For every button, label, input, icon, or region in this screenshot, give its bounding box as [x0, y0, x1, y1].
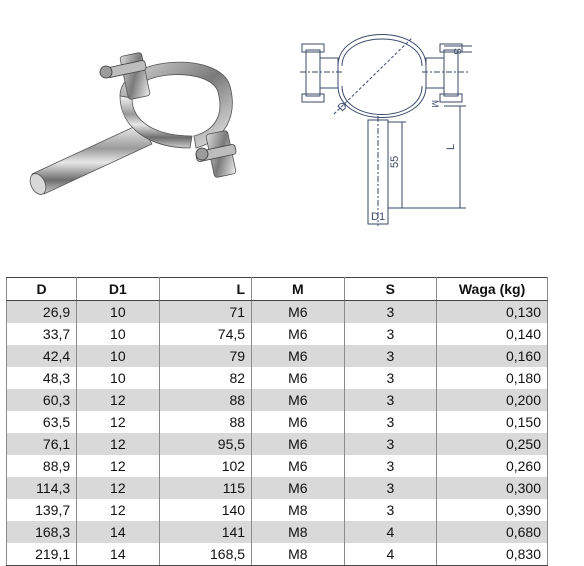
cell-m: M8 [252, 521, 345, 543]
cell-s: 3 [344, 411, 437, 433]
cell-weight: 0,130 [437, 301, 548, 324]
cell-m: M6 [252, 367, 345, 389]
table-row [7, 301, 548, 324]
cell-d1: 12 [77, 499, 159, 521]
cell-d1: 12 [77, 433, 159, 455]
cell-d: 76,1 [7, 433, 77, 455]
cell-l: 88 [159, 411, 252, 433]
cell-d1: 14 [77, 543, 159, 566]
cell-d: 42,4 [7, 345, 77, 367]
product-photo [20, 36, 260, 206]
cell-s: 4 [344, 521, 437, 543]
cell-l: 82 [159, 367, 252, 389]
cell-d: 26,9 [7, 301, 77, 324]
header-s: S [344, 278, 437, 301]
cell-weight: 0,830 [437, 543, 548, 566]
table-row [7, 433, 548, 455]
table-row [7, 411, 548, 433]
table-row [7, 367, 548, 389]
cell-d1: 12 [77, 455, 159, 477]
specifications-table [6, 277, 548, 566]
cell-d1: 10 [77, 345, 159, 367]
cell-l: 141 [159, 521, 252, 543]
cell-s: 3 [344, 499, 437, 521]
cell-m: M6 [252, 477, 345, 499]
header-d1: D1 [77, 278, 159, 301]
cell-d1: 14 [77, 521, 159, 543]
cell-m: M6 [252, 323, 345, 345]
cell-d: 63,5 [7, 411, 77, 433]
cell-m: M6 [252, 411, 345, 433]
cell-d: 219,1 [7, 543, 77, 566]
table-row [7, 323, 548, 345]
cell-d: 114,3 [7, 477, 77, 499]
table-row [7, 499, 548, 521]
cell-l: 140 [159, 499, 252, 521]
cell-m: M6 [252, 455, 345, 477]
cell-l: 71 [159, 301, 252, 324]
cell-d: 48,3 [7, 367, 77, 389]
cell-weight: 0,300 [437, 477, 548, 499]
cell-l: 79 [159, 345, 252, 367]
cell-m: M6 [252, 389, 345, 411]
cell-s: 3 [344, 367, 437, 389]
cell-m: M8 [252, 543, 345, 566]
label-s: S [451, 48, 462, 55]
cell-d: 168,3 [7, 521, 77, 543]
header-weight: Waga (kg) [437, 278, 548, 301]
cell-s: 3 [344, 301, 437, 324]
table-body [7, 301, 548, 566]
cell-weight: 0,180 [437, 367, 548, 389]
cell-s: 3 [344, 433, 437, 455]
clamp-stem [27, 124, 152, 197]
cell-s: 3 [344, 455, 437, 477]
cell-l: 115 [159, 477, 252, 499]
cell-weight: 0,140 [437, 323, 548, 345]
table-header-row [7, 278, 548, 301]
cell-d1: 10 [77, 367, 159, 389]
cell-d: 60,3 [7, 389, 77, 411]
cell-l: 74,5 [159, 323, 252, 345]
cell-d1: 10 [77, 323, 159, 345]
label-l: L [445, 143, 457, 150]
table-row [7, 455, 548, 477]
label-55: 55 [389, 155, 401, 168]
cell-m: M8 [252, 499, 345, 521]
cell-weight: 0,680 [437, 521, 548, 543]
label-d1: D1 [371, 211, 386, 223]
cell-d1: 12 [77, 389, 159, 411]
header-l: L [159, 278, 252, 301]
cell-d1: 10 [77, 301, 159, 324]
cell-l: 168,5 [159, 543, 252, 566]
cell-s: 3 [344, 345, 437, 367]
cell-m: M6 [252, 433, 345, 455]
cell-m: M6 [252, 301, 345, 324]
label-m: M [430, 100, 440, 108]
cell-weight: 0,160 [437, 345, 548, 367]
cell-d1: 12 [77, 411, 159, 433]
cell-s: 3 [344, 323, 437, 345]
cell-d: 88,9 [7, 455, 77, 477]
cell-weight: 0,260 [437, 455, 548, 477]
cell-s: 3 [344, 477, 437, 499]
table-row [7, 521, 548, 543]
cell-d: 33,7 [7, 323, 77, 345]
header-m: M [252, 278, 345, 301]
cell-m: M6 [252, 345, 345, 367]
table-row [7, 543, 548, 566]
cell-l: 102 [159, 455, 252, 477]
cell-weight: 0,200 [437, 389, 548, 411]
cell-s: 3 [344, 389, 437, 411]
cell-d: 139,7 [7, 499, 77, 521]
cell-weight: 0,150 [437, 411, 548, 433]
header-d: D [7, 278, 77, 301]
cell-weight: 0,390 [437, 499, 548, 521]
cell-s: 4 [344, 543, 437, 566]
table-row [7, 345, 548, 367]
cell-l: 95,5 [159, 433, 252, 455]
cell-d1: 12 [77, 477, 159, 499]
technical-drawing [294, 28, 472, 228]
cell-l: 88 [159, 389, 252, 411]
table-row [7, 389, 548, 411]
cell-weight: 0,250 [437, 433, 548, 455]
table-row [7, 477, 548, 499]
label-d: D [335, 100, 350, 115]
